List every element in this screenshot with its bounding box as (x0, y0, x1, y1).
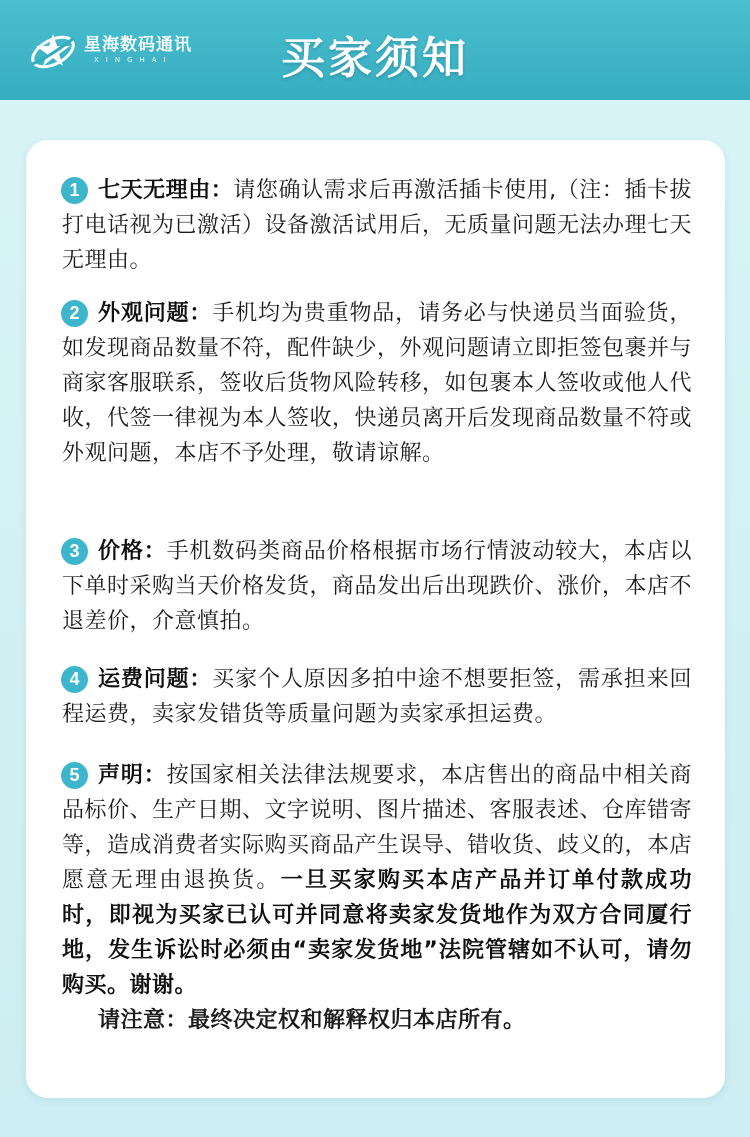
final-notice: 请注意：最终决定权和解释权归本店所有。 (98, 1008, 526, 1033)
notice-item-1 (62, 173, 692, 278)
item-bold-text: 一旦买家购买本店产品并订单付款成功时，即视为买家已认可并同意将卖家发货地作为双方合同厦行地，发生诉讼时必须由“卖家发货地”法院管辖如不认可，请勿购买。谢谢。 (62, 868, 692, 998)
number-badge: 4 (61, 666, 88, 693)
notice-item-5 (62, 758, 692, 1038)
number-badge: 3 (61, 538, 88, 565)
notice-item-2 (62, 296, 692, 471)
number-badge: 2 (61, 300, 88, 327)
notice-item-3 (62, 534, 692, 639)
notice-item-4 (62, 662, 692, 732)
brand-subtitle: XINGHAI (94, 56, 173, 64)
header-banner (0, 0, 750, 100)
item-text: 请您确认需求后再激活插卡使用,（注：插卡拔打电话视为已激活）设备激活试用后，无质量问题无法办理七天无理由。 (62, 178, 693, 273)
number-badge: 5 (61, 762, 88, 789)
item-label: 外观问题： (98, 301, 213, 326)
item-text: 按国家相关法律法规要求，本店售出的商品中相关商品标价、生产日期、文字说明、图片描述、客服表述、仓库错寄等，造成消费者实际购买商品产生误导、错收货、歧义的，本店愿意无理由退换货。 (62, 763, 693, 893)
item-label: 声明： (98, 763, 167, 788)
brand-name: 星海数码通讯 (84, 35, 192, 55)
item-text: 手机均为贵重物品，请务必与快递员当面验货，如发现商品数量不符，配件缺少，外观问题请立即拒签包裹并与商家客服联系，签收后货物风险转移，如包裹本人签收或他人代收，代签一律视为本人签收，快递员离开后发现商品数量不符或外观问题，本店不予处理，敬请谅解。 (62, 301, 693, 466)
item-label: 价格： (98, 539, 167, 564)
item-label: 七天无理由： (98, 178, 234, 203)
item-text: 买家个人原因多拍中途不想要拒签，需承担来回程运费，卖家发错货等质量问题为卖家承担运费。 (62, 667, 692, 727)
page-title: 买家须知 (281, 33, 469, 84)
number-badge: 1 (61, 177, 88, 204)
item-text: 手机数码类商品价格根据市场行情波动较大，本店以下单时采购当天价格发货，商品发出后出现跌价、涨价，本店不退差价，介意慎拍。 (62, 539, 693, 634)
item-label: 运费问题： (98, 667, 213, 692)
